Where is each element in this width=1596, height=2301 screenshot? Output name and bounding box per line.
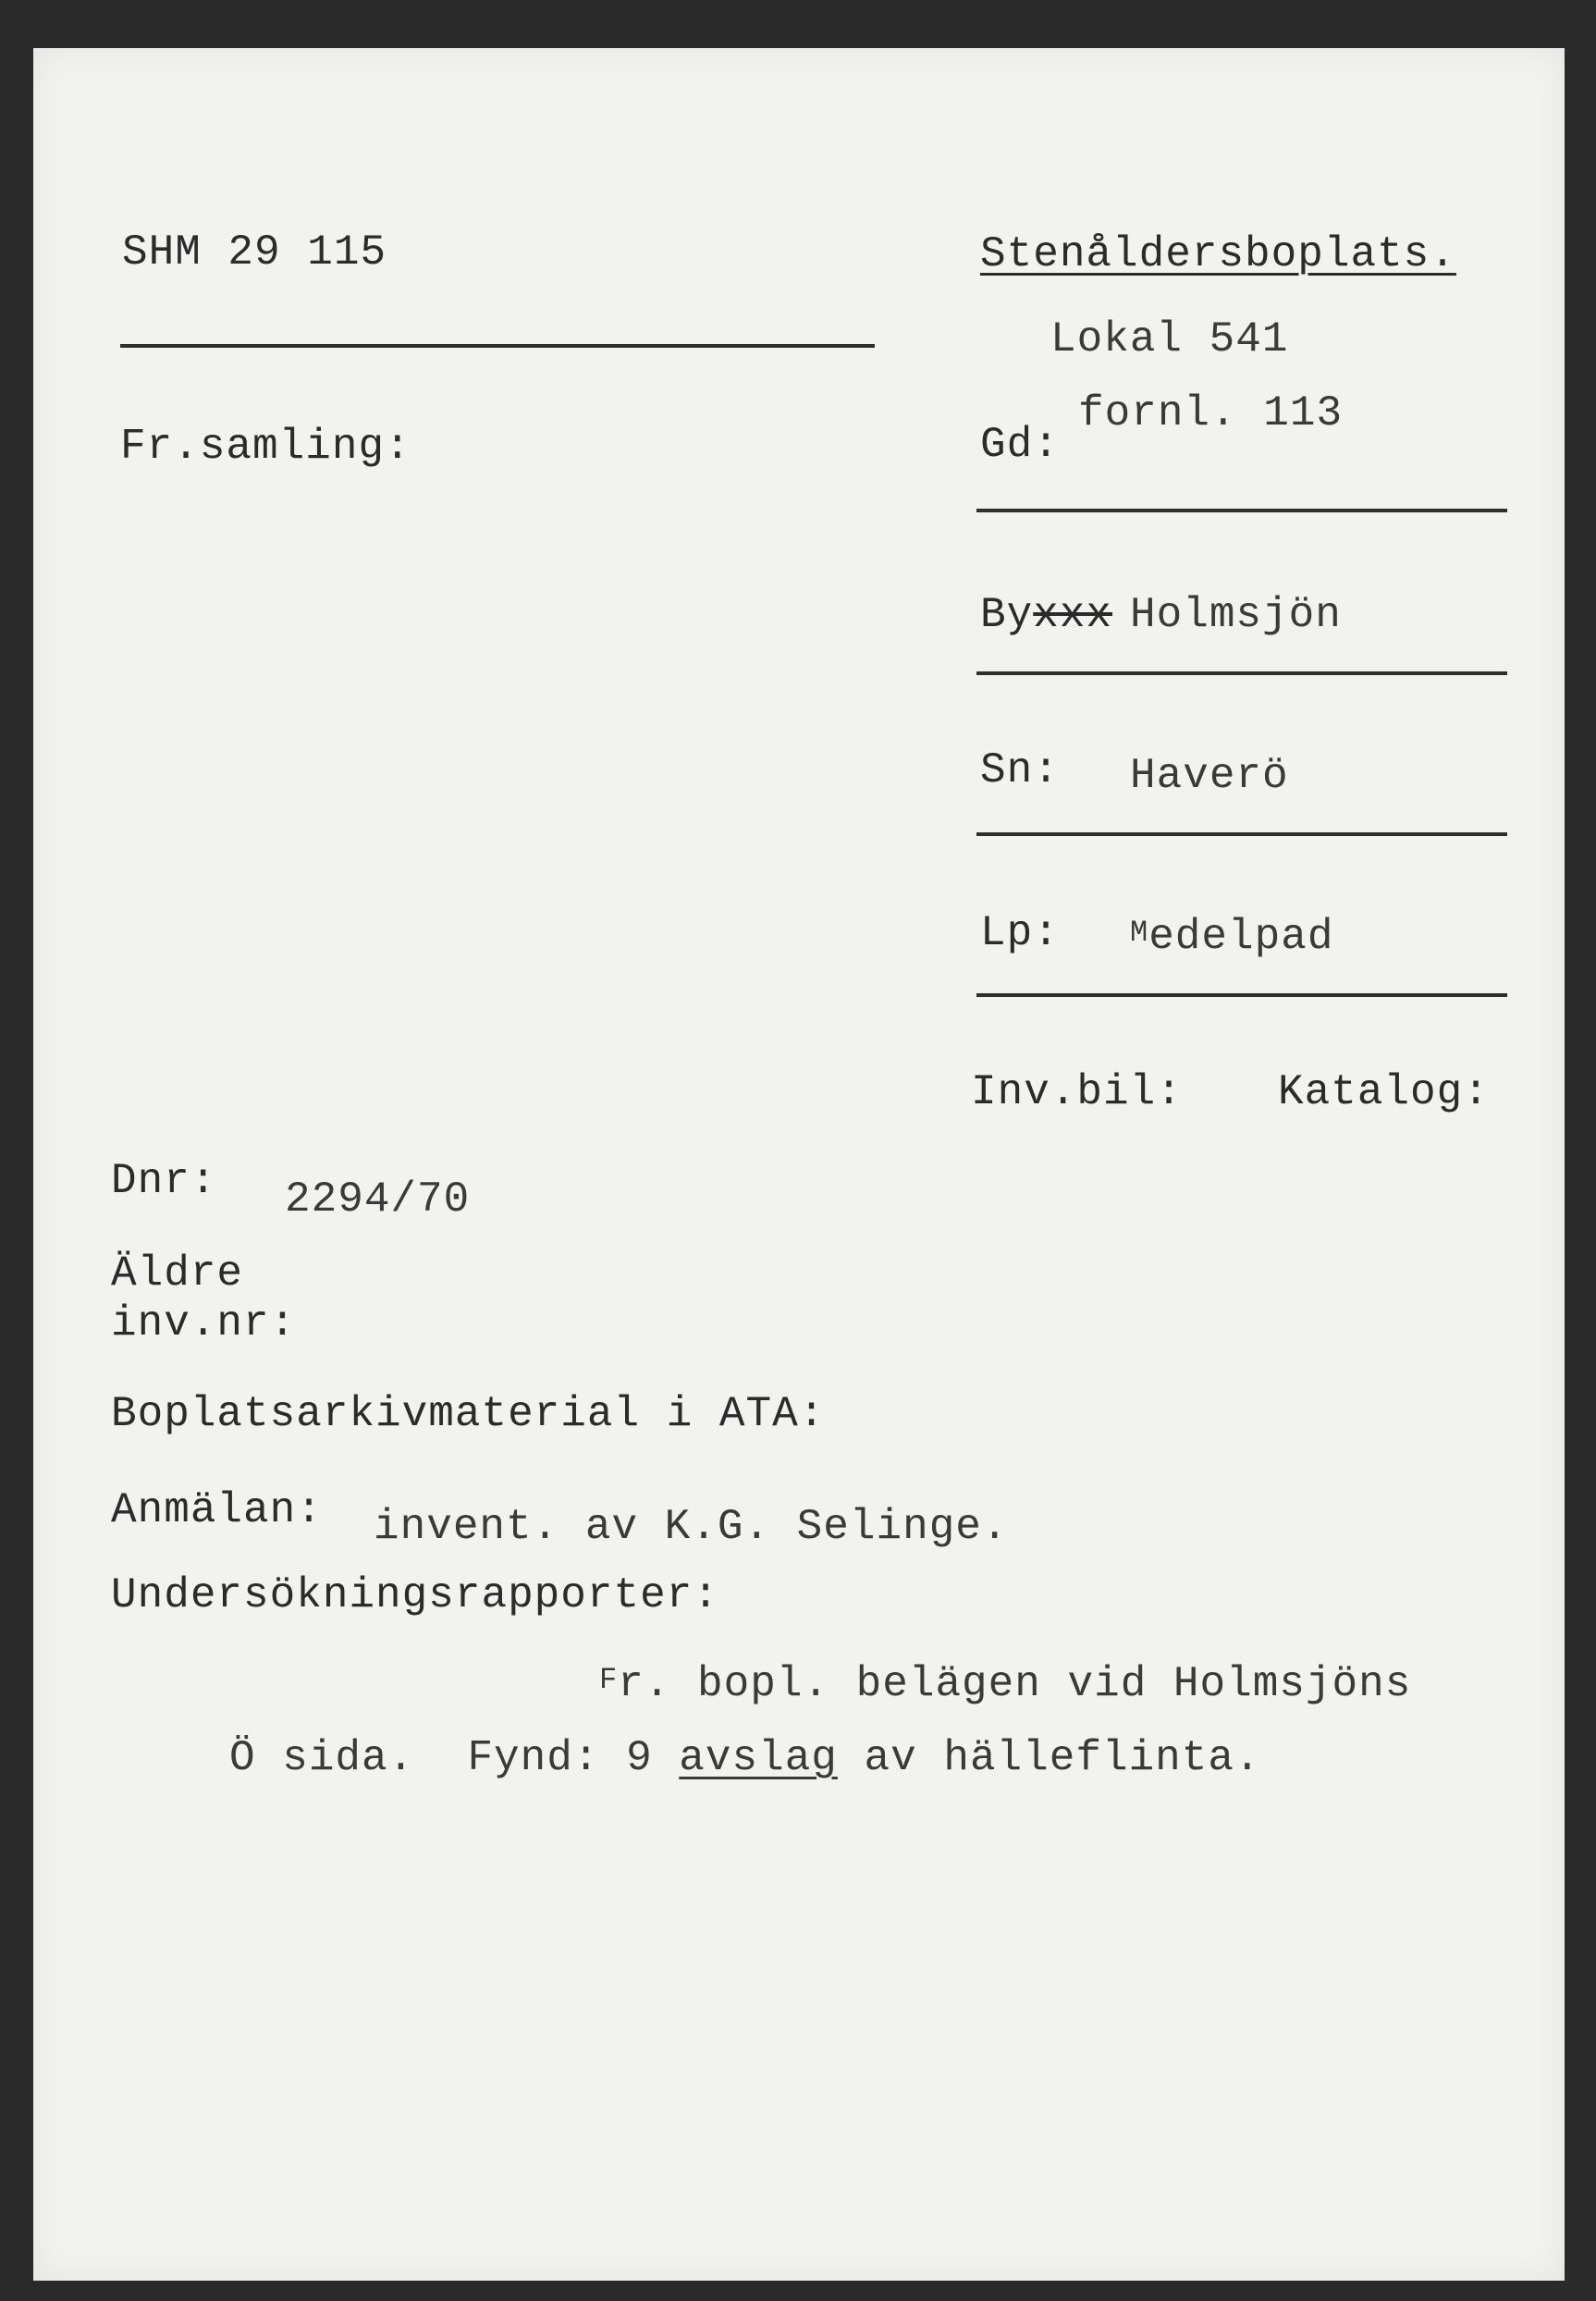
divider-gd [976, 509, 1507, 512]
lp-value-initial: M [1130, 916, 1149, 950]
by-label-prefix: By [980, 591, 1034, 639]
inv-bil-label: Inv.bil: [971, 1068, 1183, 1116]
divider-top-left [120, 344, 875, 348]
lp-label: Lp: [980, 909, 1060, 957]
report-text-line-1 [599, 1660, 1412, 1708]
by-label-struck: xxx [1033, 591, 1113, 639]
sn-value: Haverö [1130, 752, 1289, 800]
report-text-line-2 [229, 1734, 1261, 1782]
report-text-line-1-rest: r. bopl. belägen vid Holmsjöns [618, 1660, 1412, 1708]
dnr-label: Dnr: [111, 1157, 217, 1205]
report-text-underlined: avslag [679, 1734, 838, 1782]
lp-value-rest: edelpad [1148, 913, 1334, 961]
divider-sn [976, 832, 1507, 836]
divider-by [976, 671, 1507, 675]
by-value: Holmsjön [1130, 591, 1342, 639]
anmalan-value: invent. av K.G. Selinge. [374, 1503, 1009, 1551]
undersokning-label: Undersökningsrapporter: [111, 1571, 719, 1619]
katalog-label: Katalog: [1278, 1068, 1490, 1116]
aldre-label: Äldre [111, 1249, 244, 1298]
report-text-line-2-b: av hälleflinta. [837, 1734, 1261, 1782]
fornl-number: fornl. 113 [1078, 389, 1344, 437]
lp-value [1130, 913, 1334, 961]
gd-label: Gd: [980, 421, 1060, 469]
boplats-label: Boplatsarkivmaterial i ATA: [111, 1390, 826, 1438]
lokal-number: Lokal 541 [1050, 315, 1289, 363]
catalog-card [33, 48, 1565, 2281]
report-text-line-2-a: Ö sida. Fynd: 9 [229, 1734, 680, 1782]
fr-samling-label: Fr.samling: [120, 423, 411, 471]
anmalan-label: Anmälan: [111, 1486, 323, 1534]
sn-label: Sn: [980, 746, 1060, 794]
shm-number: SHM 29 115 [122, 228, 387, 277]
dnr-value: 2294/70 [285, 1175, 471, 1224]
by-label [980, 591, 1113, 639]
inv-nr-label: inv.nr: [111, 1299, 297, 1347]
divider-lp [976, 993, 1507, 997]
report-text-initial: F [599, 1663, 619, 1697]
category: Stenåldersboplats. [980, 230, 1456, 278]
